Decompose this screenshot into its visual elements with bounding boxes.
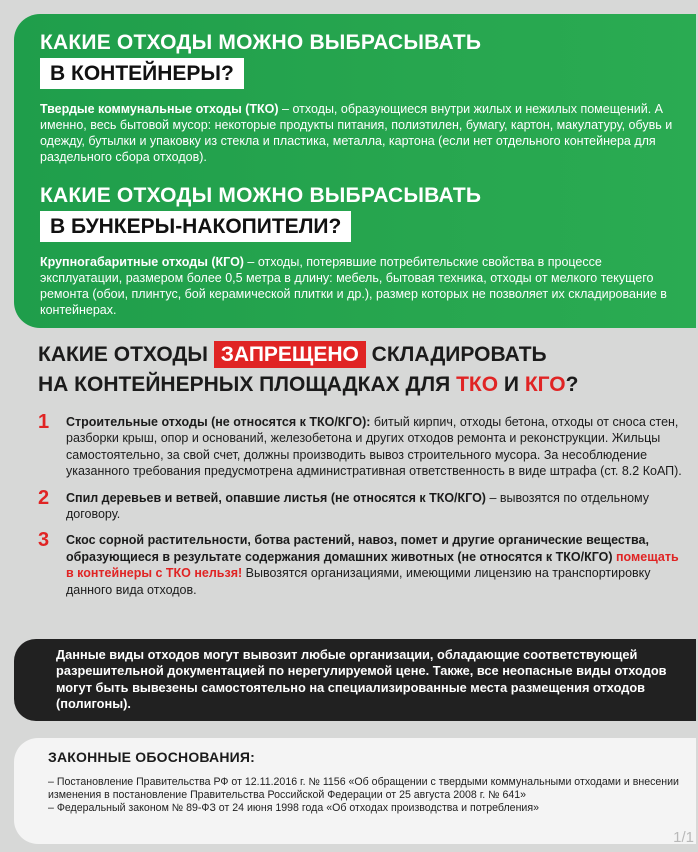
list-item [38, 529, 688, 598]
item-warning-text: помещать в контейнеры с ТКО нельзя! [66, 549, 679, 581]
forbidden-highlight: ЗАПРЕЩЕНО [214, 341, 366, 368]
page-indicator: 1/1 [673, 829, 694, 846]
item-bold-text: Строительные отходы (не относятся к ТКО/КГО): [66, 415, 371, 429]
legal-title: ЗАКОННЫЕ ОБОСНОВАНИЯ: [48, 749, 256, 765]
list-item [38, 486, 688, 523]
forbidden-title-question: ? [565, 373, 579, 396]
legal-item: – Федеральный законом № 89-ФЗ от 24 июня 1998 года «Об отходах производства и потребления» [48, 802, 539, 814]
forbidden-title-part-1: КАКИЕ ОТХОДЫ [38, 343, 214, 366]
forbidden-list [38, 411, 688, 598]
notice-text: Данные виды отходов могут вывозит любые организации, обладающие соответствующей разрешительной документацией по нерегулируемой цене. Также, все неопасные виды отходов могут быть вывезены самостоятельно на специализированные места размещения отходов (полигоны). [56, 647, 667, 711]
question-1-heading-box: В КОНТЕЙНЕРЫ? [40, 58, 244, 89]
kgo-term: Крупногабаритные отходы (КГО) [40, 255, 244, 269]
legal-list [48, 776, 682, 815]
legal-card [14, 738, 696, 844]
item-number: 2 [38, 486, 50, 509]
question-2-heading-box: В БУНКЕРЫ-НАКОПИТЕЛИ? [40, 211, 351, 242]
legal-item: – Постановление Правительства РФ от 12.11.2016 г. № 1156 «Об обращении с твердыми коммунальными отходами и внесении изменения в постановление Правительства Российской Федерации от 25 августа 2008 г. № 641» [48, 776, 679, 801]
kgo-description: – отходы, потерявшие потребительские свойства в процессе эксплуатации, размером более 0,5 метра в длину: мебель, бытовая техника, отходы от мелкого текущего ремонта (обои, плинтус, бой керамической плитки и др.), размер которых не позволяет их складирование в контейнерах. [40, 255, 667, 317]
kgo-highlight: КГО [524, 373, 566, 396]
item-number: 3 [38, 529, 50, 552]
forbidden-title-part-3: НА КОНТЕЙНЕРНЫХ ПЛОЩАДКАХ ДЛЯ [38, 373, 457, 396]
tko-highlight: ТКО [456, 373, 499, 396]
item-text: Вывозятся организациями, имеющими лицензию на транспортировку данного вида отходов. [66, 566, 651, 597]
question-1-answer [40, 101, 678, 165]
item-bold-text: Скос сорной растительности, ботва растений, навоз, помет и другие органические вещества, образующиеся в результате содержания домашних животных (не относятся к ТКО/КГО) [66, 533, 649, 564]
item-text: – вывозятся по отдельному договору. [66, 490, 650, 522]
item-number: 1 [38, 411, 50, 433]
item-bold-text: Спил деревьев и ветвей, опавшие листья (не относятся к ТКО/КГО) [66, 490, 486, 505]
item-text: битый кирпич, отходы бетона, отходы от сноса стен, разборки крыш, опор и оснований, железобетона и других отходов ремонта и реконструкции. Жильцы самостоятельно, за свой счет, должны производить вывоз строительного мусора. За несоблюдение указанного требования предусмотрена административная ответственность в виде штрафа (ст. 8.2 КоАП). [66, 415, 682, 479]
question-2-answer [40, 254, 678, 318]
list-item [38, 411, 688, 480]
forbidden-section [38, 340, 688, 608]
tko-term: Твердые коммунальные отходы (ТКО) [40, 102, 279, 116]
forbidden-title-part-2: СКЛАДИРОВАТЬ [365, 343, 547, 366]
forbidden-title-and: И [498, 373, 525, 396]
forbidden-title [38, 340, 688, 400]
question-2-heading: КАКИЕ ОТХОДЫ МОЖНО ВЫБРАСЫВАТЬ [40, 184, 482, 207]
question-1-heading: КАКИЕ ОТХОДЫ МОЖНО ВЫБРАСЫВАТЬ [40, 31, 482, 54]
green-info-card [14, 14, 696, 328]
tko-description: – отходы, образующиеся внутри жилых и нежилых помещений. А именно, весь бытовой мусор: некоторые продукты питания, полиэтилен, бумагу, картон, макулатуру, обувь и одежду, бутылки и упаковку из стекла и пластика, металла, картона (если нет отдельного контейнера для раздельного сбора отходов). [40, 102, 673, 164]
notice-card [14, 639, 696, 721]
